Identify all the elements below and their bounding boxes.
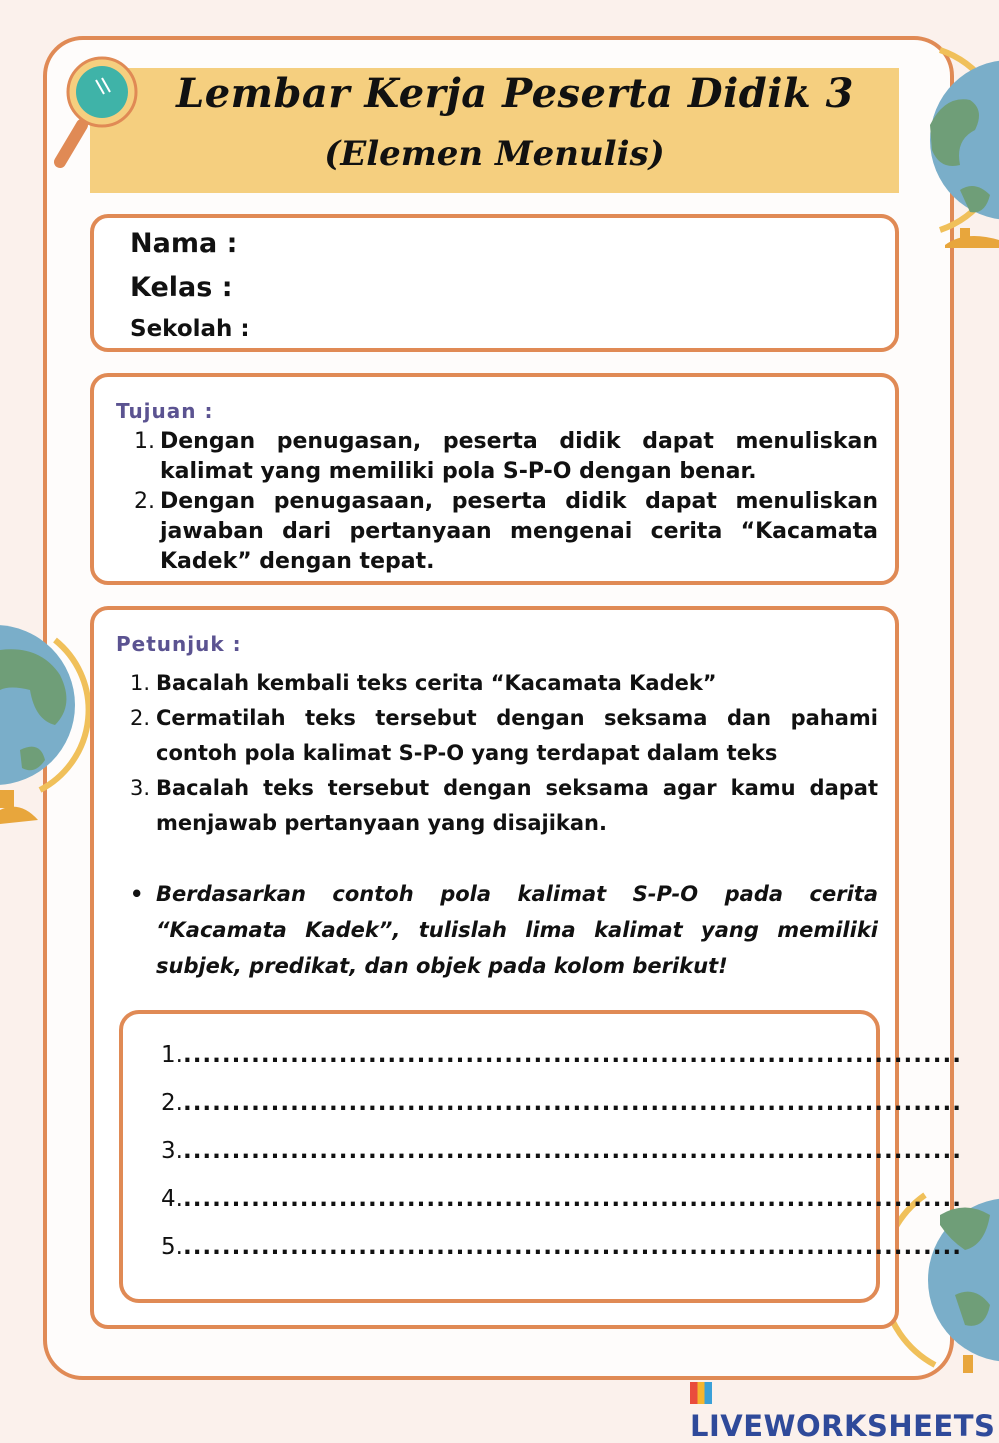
answer-number: 2. (161, 1090, 183, 1116)
answer-line-1[interactable] (161, 1042, 962, 1068)
liveworksheets-logo[interactable] (690, 1375, 999, 1443)
list-text: Dengan penugasaan, peserta didik dapat menuliskan jawaban dari pertanyaan mengenai cerita “Kacamata Kadek” dengan tepat. (160, 489, 878, 574)
list-item (134, 427, 878, 487)
answer-number: 5. (161, 1234, 183, 1260)
list-number: 2. (134, 489, 155, 514)
list-number: 3. (130, 776, 151, 800)
instruction-text: Berdasarkan contoh pola kalimat S-P-O pada cerita “Kacamata Kadek”, tulislah lima kalimat yang memiliki subjek, predikat, dan objek pada kolom berikut! (156, 882, 878, 978)
petunjuk-list (130, 666, 878, 841)
list-item (130, 771, 878, 841)
answer-box (119, 1010, 962, 1303)
list-item (130, 701, 878, 771)
answer-line-5[interactable] (161, 1234, 962, 1260)
page-title: Lembar Kerja Peserta Didik 3 (176, 70, 854, 117)
tujuan-box (90, 373, 899, 585)
answer-line-4[interactable] (161, 1186, 962, 1212)
identity-box (90, 214, 899, 352)
globe-icon-left (0, 630, 80, 825)
list-number: 2. (130, 706, 151, 730)
tujuan-heading: Tujuan : (116, 399, 214, 423)
nama-label: Nama : (130, 228, 238, 259)
tujuan-list (134, 427, 878, 577)
answer-line-2[interactable] (161, 1090, 962, 1116)
logo-mark-icon (690, 1382, 712, 1404)
answer-number: 1. (161, 1042, 183, 1068)
list-number: 1. (130, 671, 151, 695)
list-item (130, 666, 878, 701)
answer-dots[interactable]: ................................................................................ (182, 1234, 962, 1260)
bullet-dot-icon: • (130, 882, 144, 906)
answer-dots[interactable]: ................................................................................ (182, 1138, 962, 1164)
list-text: Cermatilah teks tersebut dengan seksama dan pahami contoh pola kalimat S-P-O yang terdapat dalam teks (156, 706, 878, 765)
list-text: Bacalah kembali teks cerita “Kacamata Kadek” (156, 671, 717, 695)
list-text: Bacalah teks tersebut dengan seksama agar kamu dapat menjawab pertanyaan yang disajikan. (156, 776, 878, 835)
answer-dots[interactable]: ................................................................................ (182, 1090, 962, 1116)
globe-icon-bottom-right (895, 1185, 999, 1385)
petunjuk-heading: Petunjuk : (116, 632, 242, 656)
logo-text: LIVEWORKSHEETS (690, 1409, 996, 1443)
list-text: Dengan penugasan, peserta didik dapat menuliskan kalimat yang memiliki pola S-P-O dengan benar. (160, 429, 878, 484)
answer-line-3[interactable] (161, 1138, 962, 1164)
sekolah-label: Sekolah : (130, 316, 250, 342)
list-number: 1. (134, 429, 155, 454)
answer-number: 3. (161, 1138, 183, 1164)
answer-dots[interactable]: ................................................................................ (182, 1186, 962, 1212)
page-subtitle: (Elemen Menulis) (324, 134, 665, 174)
answer-dots[interactable]: ................................................................................ (182, 1042, 962, 1068)
list-item (134, 487, 878, 577)
kelas-label: Kelas : (130, 272, 233, 303)
instruction-bullet (130, 876, 878, 984)
answer-number: 4. (161, 1186, 183, 1212)
